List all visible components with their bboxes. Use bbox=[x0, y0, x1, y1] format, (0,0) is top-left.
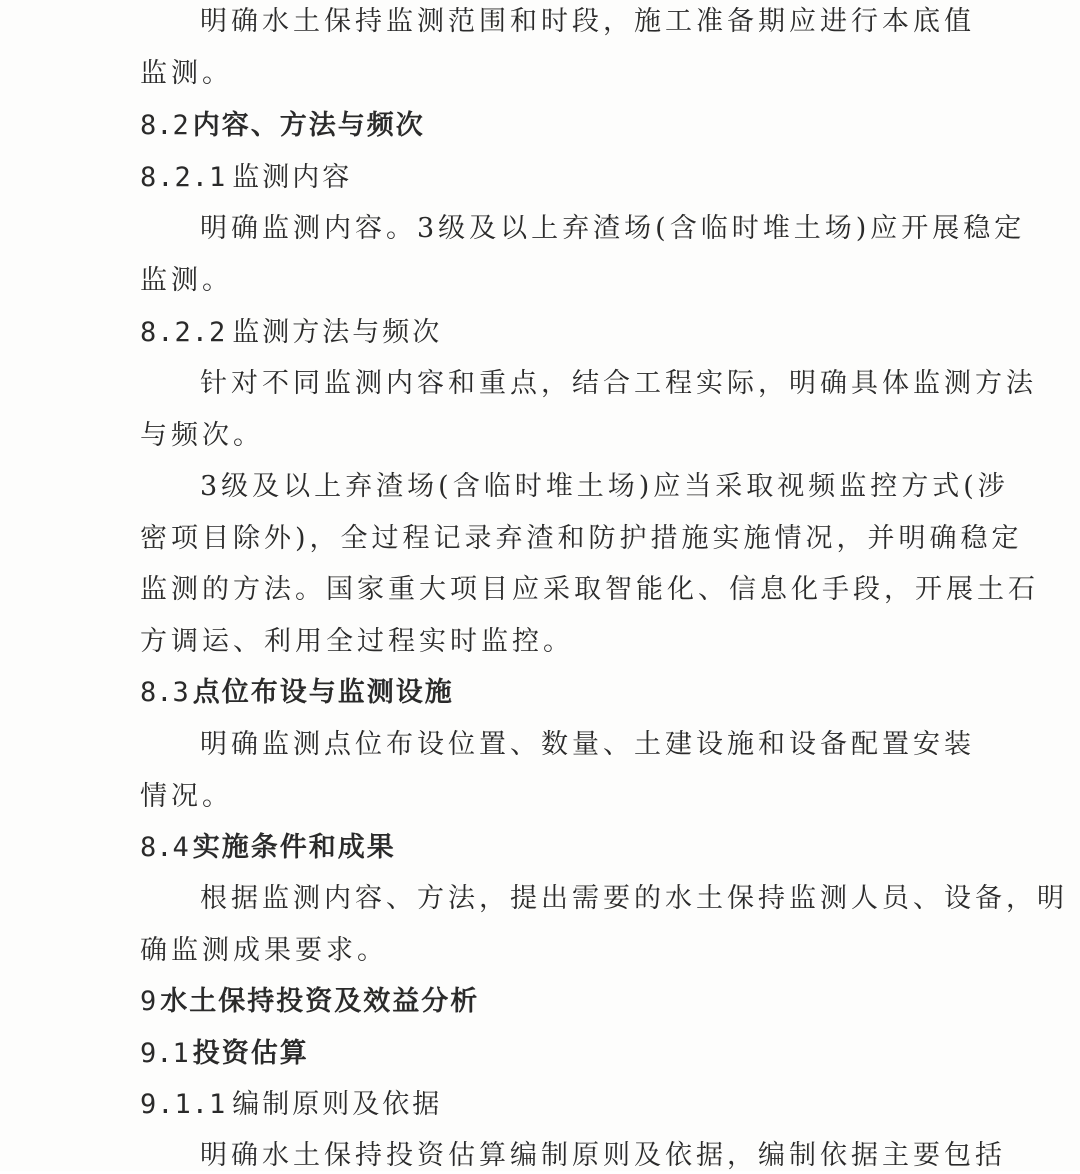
section-number: 8.2.1 bbox=[140, 162, 227, 193]
paragraph-line: 明确监测点位布设位置、数量、土建设施和设备配置安装 bbox=[200, 729, 975, 760]
section-title: 编制原则及依据 bbox=[232, 1089, 443, 1120]
paragraph-line: 3级及以上弃渣场(含临时堆土场)应当采取视频监控方式(涉 bbox=[200, 471, 1009, 502]
paragraph-line: 监测的方法。国家重大项目应采取智能化、信息化手段，开展土石 bbox=[140, 574, 1039, 605]
paragraph-line: 明确水土保持监测范围和时段，施工准备期应进行本底值 bbox=[200, 6, 975, 37]
section-number: 8.2.2 bbox=[140, 317, 227, 348]
section-number: 9.1 bbox=[140, 1038, 189, 1069]
section-number: 8.4 bbox=[140, 832, 189, 863]
section-title: 点位布设与监测设施 bbox=[192, 677, 454, 708]
section-title: 内容、方法与频次 bbox=[192, 110, 425, 141]
section-number: 8.2 bbox=[140, 110, 189, 141]
paragraph-line: 明确监测内容。3级及以上弃渣场(含临时堆土场)应开展稳定 bbox=[200, 213, 1026, 244]
section-heading-8-3 bbox=[140, 675, 454, 711]
section-heading-8-2 bbox=[140, 108, 425, 144]
section-title: 监测内容 bbox=[232, 162, 353, 193]
section-title: 投资估算 bbox=[192, 1038, 309, 1069]
subsection-heading-8-2-2 bbox=[140, 315, 442, 351]
section-number: 9.1.1 bbox=[140, 1089, 227, 1120]
section-heading-8-4 bbox=[140, 830, 396, 866]
section-number: 8.3 bbox=[140, 677, 189, 708]
section-title: 实施条件和成果 bbox=[192, 832, 396, 863]
paragraph-line: 针对不同监测内容和重点，结合工程实际，明确具体监测方法 bbox=[200, 368, 1037, 399]
section-number: 9 bbox=[140, 986, 157, 1017]
subsection-heading-8-2-1 bbox=[140, 160, 352, 196]
paragraph-line: 与频次。 bbox=[140, 420, 264, 451]
paragraph-line: 监测。 bbox=[140, 58, 233, 89]
section-heading-9-1 bbox=[140, 1036, 309, 1072]
section-title: 水土保持投资及效益分析 bbox=[160, 986, 480, 1017]
paragraph-line: 明确水土保持投资估算编制原则及依据，编制依据主要包括 bbox=[200, 1140, 1006, 1171]
paragraph-line: 根据监测内容、方法，提出需要的水土保持监测人员、设备，明 bbox=[200, 883, 1068, 914]
paragraph-line: 密项目除外)，全过程记录弃渣和防护措施实施情况，并明确稳定 bbox=[140, 523, 1023, 554]
section-title: 监测方法与频次 bbox=[232, 317, 443, 348]
paragraph-line: 情况。 bbox=[140, 781, 233, 812]
paragraph-line: 方调运、利用全过程实时监控。 bbox=[140, 626, 574, 657]
paragraph-line: 监测。 bbox=[140, 265, 233, 296]
paragraph-line: 确监测成果要求。 bbox=[140, 935, 388, 966]
section-heading-9 bbox=[140, 984, 479, 1020]
subsection-heading-9-1-1 bbox=[140, 1087, 442, 1123]
